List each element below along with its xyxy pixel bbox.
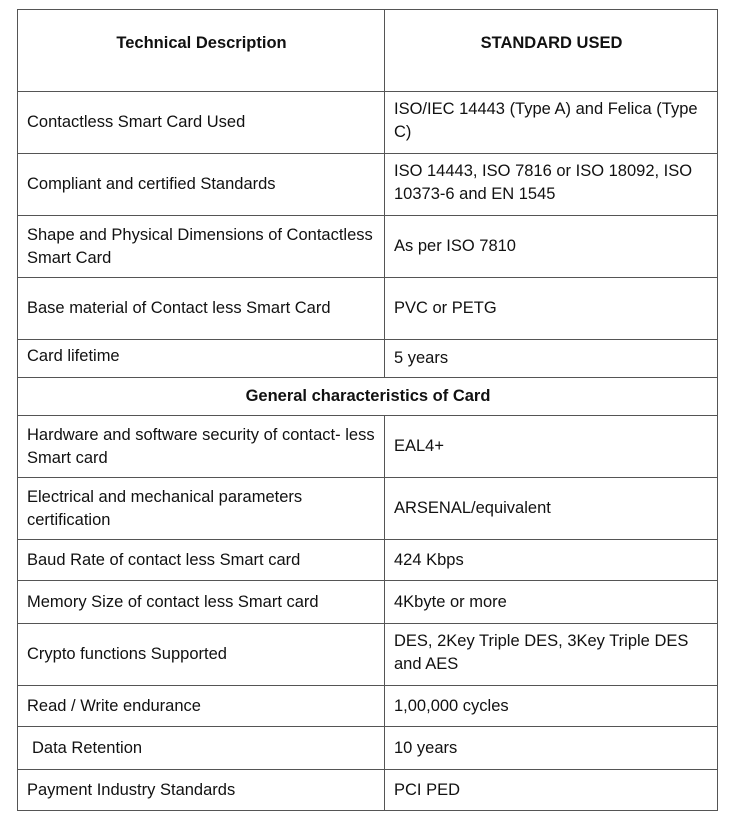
header-row <box>18 10 718 92</box>
standard-cell: 424 Kbps <box>385 540 718 581</box>
table-row <box>18 278 718 340</box>
table-row <box>18 154 718 216</box>
description-cell: Memory Size of contact less Smart card <box>18 581 385 624</box>
description-cell: Hardware and software security of contact- less Smart card <box>18 416 385 478</box>
table-row <box>18 540 718 581</box>
description-cell: Payment Industry Standards <box>18 770 385 811</box>
table-row <box>18 416 718 478</box>
description-cell: Base material of Contact less Smart Card <box>18 278 385 340</box>
standard-cell: ARSENAL/equivalent <box>385 478 718 540</box>
standard-cell: 5 years <box>385 340 718 378</box>
standard-cell: EAL4+ <box>385 416 718 478</box>
header-description: Technical Description <box>18 10 385 92</box>
description-cell: Read / Write endurance <box>18 686 385 727</box>
standard-cell: PCI PED <box>385 770 718 811</box>
standard-cell: PVC or PETG <box>385 278 718 340</box>
table-row <box>18 340 718 378</box>
table-row <box>18 478 718 540</box>
table-row <box>18 92 718 154</box>
standard-cell: ISO/IEC 14443 (Type A) and Felica (Type C) <box>385 92 718 154</box>
table-row <box>18 624 718 686</box>
standard-cell: 1,00,000 cycles <box>385 686 718 727</box>
header-standard: STANDARD USED <box>385 10 718 92</box>
section-row <box>18 378 718 416</box>
table-row <box>18 216 718 278</box>
section-title: General characteristics of Card <box>18 378 718 416</box>
description-cell: Contactless Smart Card Used <box>18 92 385 154</box>
description-cell: Electrical and mechanical parameters certification <box>18 478 385 540</box>
description-cell: Data Retention <box>18 727 385 770</box>
standard-cell: 10 years <box>385 727 718 770</box>
table-row <box>18 727 718 770</box>
standard-cell: DES, 2Key Triple DES, 3Key Triple DES and AES <box>385 624 718 686</box>
description-cell: Shape and Physical Dimensions of Contactless Smart Card <box>18 216 385 278</box>
table-row <box>18 581 718 624</box>
standard-cell: 4Kbyte or more <box>385 581 718 624</box>
description-cell: Baud Rate of contact less Smart card <box>18 540 385 581</box>
standard-cell: As per ISO 7810 <box>385 216 718 278</box>
description-cell: Crypto functions Supported <box>18 624 385 686</box>
table-row <box>18 686 718 727</box>
standard-cell: ISO 14443, ISO 7816 or ISO 18092, ISO 10373-6 and EN 1545 <box>385 154 718 216</box>
description-cell: Compliant and certified Standards <box>18 154 385 216</box>
description-cell: Card lifetime <box>18 340 385 378</box>
spec-table <box>17 9 718 811</box>
table-row <box>18 770 718 811</box>
